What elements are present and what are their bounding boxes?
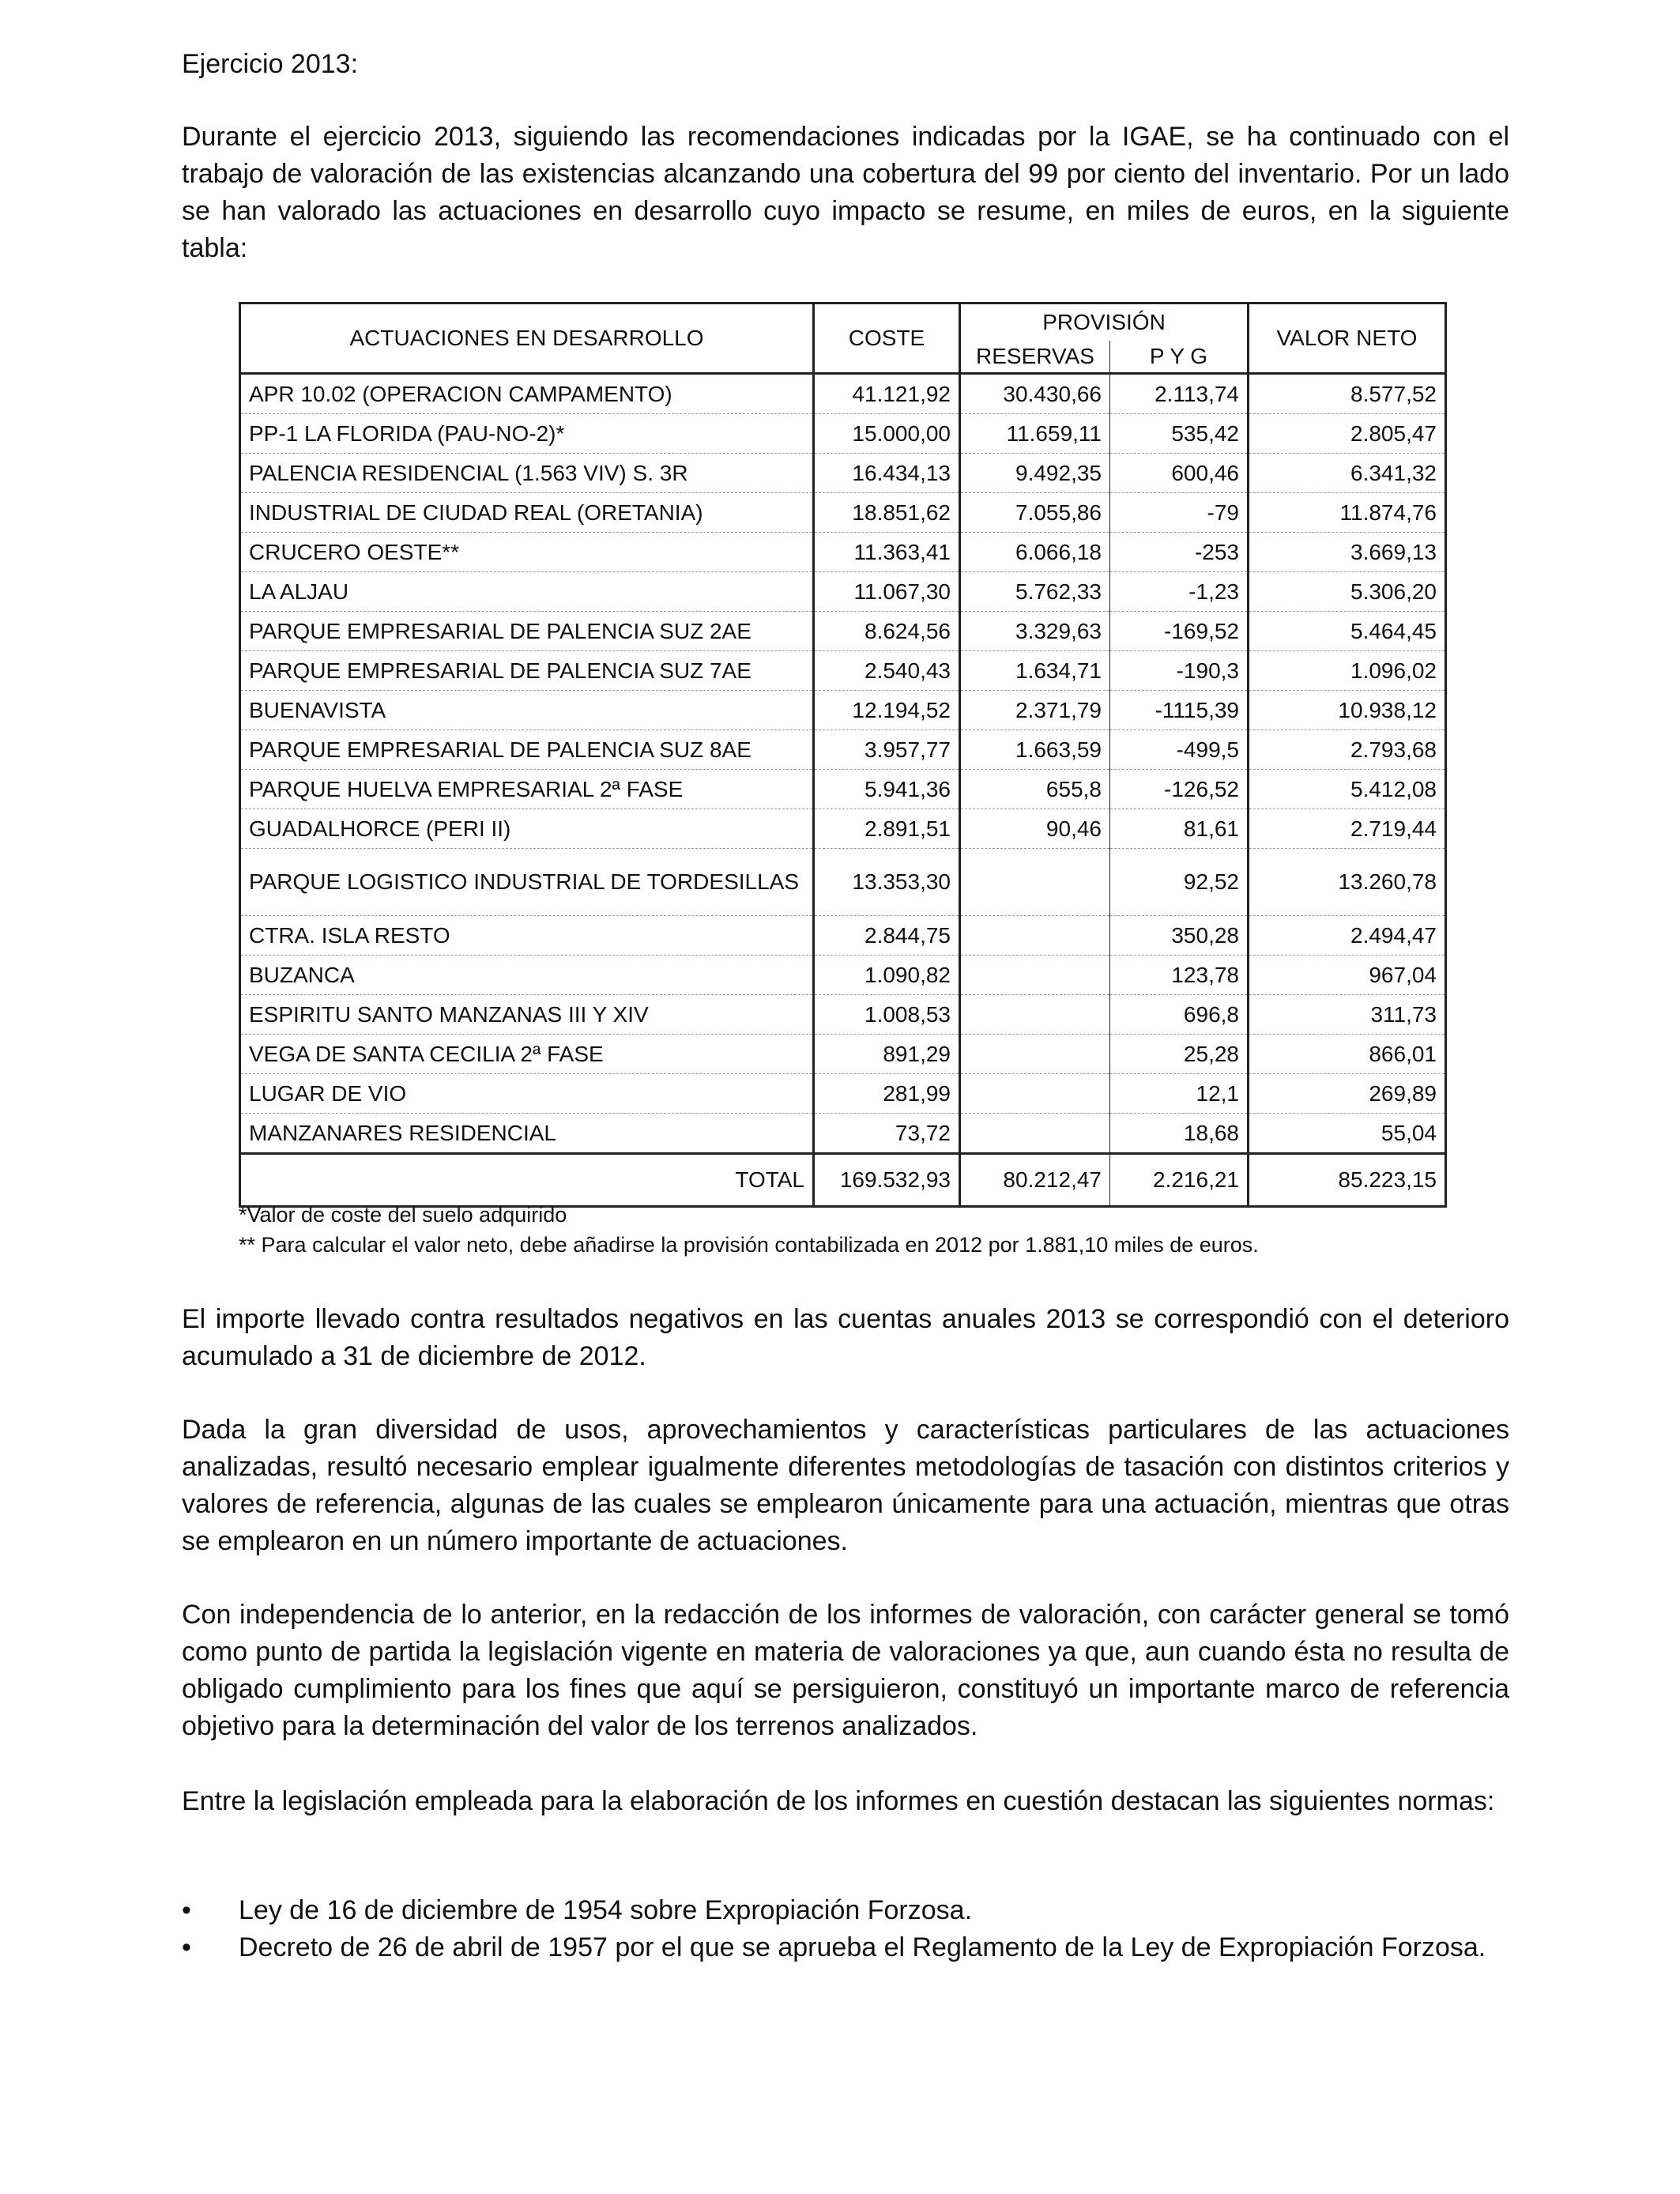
cell-coste: 8.624,56 [814, 612, 960, 651]
cell-actuacion: MANZANARES RESIDENCIAL [240, 1114, 814, 1154]
cell-coste: 3.957,77 [814, 730, 960, 770]
cell-coste: 73,72 [814, 1114, 960, 1154]
table-row [240, 1035, 1446, 1074]
legislation-list [182, 1892, 1509, 1966]
cell-reservas [960, 1035, 1110, 1074]
cell-valor-neto: 5.306,20 [1249, 572, 1446, 612]
cell-pyg: 600,46 [1110, 454, 1249, 493]
valuation-table-wrapper [239, 302, 1445, 1208]
cell-coste: 18.851,62 [814, 493, 960, 533]
footnote: ** Para calcular el valor neto, debe añadirse la provisión contabilizada en 2012 por 1.881,10 miles de euros. [239, 1233, 1259, 1257]
cell-reservas: 2.371,79 [960, 691, 1110, 730]
cell-reservas: 1.663,59 [960, 730, 1110, 770]
cell-coste: 2.844,75 [814, 916, 960, 956]
cell-actuacion: BUZANCA [240, 956, 814, 995]
cell-reservas: 9.492,35 [960, 454, 1110, 493]
cell-pyg: -79 [1110, 493, 1249, 533]
cell-coste: 15.000,00 [814, 414, 960, 454]
cell-actuacion: LA ALJAU [240, 572, 814, 612]
cell-reservas: 30.430,66 [960, 374, 1110, 414]
cell-pyg: -1115,39 [1110, 691, 1249, 730]
table-row [240, 612, 1446, 651]
cell-valor-neto: 13.260,78 [1249, 849, 1446, 916]
footnote: *Valor de coste del suelo adquirido [239, 1203, 567, 1227]
body-paragraph: El importe llevado contra resultados negativos en las cuentas anuales 2013 se correspondió con el deterioro acumulado a 31 de diciembre de 2012. [182, 1304, 1509, 1371]
cell-valor-neto: 3.669,13 [1249, 533, 1446, 572]
cell-valor-neto: 2.494,47 [1249, 916, 1446, 956]
table-row [240, 572, 1446, 612]
cell-pyg: -169,52 [1110, 612, 1249, 651]
cell-actuacion: GUADALHORCE (PERI II) [240, 809, 814, 849]
body-paragraph: Entre la legislación empleada para la elaboración de los informes en cuestión destacan las siguientes normas: [182, 1786, 1495, 1816]
cell-actuacion: ESPIRITU SANTO MANZANAS III Y XIV [240, 995, 814, 1035]
total-label: TOTAL [240, 1154, 814, 1207]
cell-actuacion: BUENAVISTA [240, 691, 814, 730]
cell-pyg: 25,28 [1110, 1035, 1249, 1074]
body-paragraph: Con independencia de lo anterior, en la redacción de los informes de valoración, con carácter general se tomó como punto de partida la legislación vigente en materia de valoraciones ya que, aun cuando ésta no resulta de obligado cumplimiento para los fines que aquí se persiguieron, constituyó un importante marco de referencia objetivo para la determinación del valor de los terrenos analizados. [182, 1600, 1509, 1741]
cell-actuacion: PARQUE HUELVA EMPRESARIAL 2ª FASE [240, 770, 814, 809]
cell-pyg: -499,5 [1110, 730, 1249, 770]
list-item-text: Decreto de 26 de abril de 1957 por el que se aprueba el Reglamento de la Ley de Expropiación Forzosa. [239, 1932, 1486, 1962]
cell-pyg: -1,23 [1110, 572, 1249, 612]
cell-actuacion: LUGAR DE VIO [240, 1074, 814, 1114]
cell-coste: 891,29 [814, 1035, 960, 1074]
cell-pyg: 2.113,74 [1110, 374, 1249, 414]
table-row [240, 651, 1446, 691]
cell-valor-neto: 55,04 [1249, 1114, 1446, 1154]
cell-pyg: 18,68 [1110, 1114, 1249, 1154]
table-row [240, 1074, 1446, 1114]
cell-valor-neto: 967,04 [1249, 956, 1446, 995]
table-row [240, 493, 1446, 533]
cell-coste: 2.891,51 [814, 809, 960, 849]
cell-coste: 1.008,53 [814, 995, 960, 1035]
table-row [240, 374, 1446, 414]
cell-pyg: -126,52 [1110, 770, 1249, 809]
total-pyg: 2.216,21 [1110, 1154, 1249, 1207]
table-row [240, 995, 1446, 1035]
cell-pyg: 350,28 [1110, 916, 1249, 956]
cell-reservas [960, 916, 1110, 956]
cell-pyg: 12,1 [1110, 1074, 1249, 1114]
cell-coste: 11.067,30 [814, 572, 960, 612]
table-row [240, 956, 1446, 995]
header-coste: COSTE [814, 303, 960, 374]
cell-reservas: 3.329,63 [960, 612, 1110, 651]
cell-coste: 11.363,41 [814, 533, 960, 572]
cell-valor-neto: 10.938,12 [1249, 691, 1446, 730]
cell-valor-neto: 11.874,76 [1249, 493, 1446, 533]
total-valor-neto: 85.223,15 [1249, 1154, 1446, 1207]
total-reservas: 80.212,47 [960, 1154, 1110, 1207]
section-heading: Ejercicio 2013: [182, 49, 359, 79]
valuation-table [239, 302, 1447, 1208]
header-provision: PROVISIÓN [960, 303, 1249, 341]
cell-actuacion: PP-1 LA FLORIDA (PAU-NO-2)* [240, 414, 814, 454]
cell-actuacion: VEGA DE SANTA CECILIA 2ª FASE [240, 1035, 814, 1074]
cell-pyg: -190,3 [1110, 651, 1249, 691]
table-total-row [240, 1154, 1446, 1207]
cell-reservas: 655,8 [960, 770, 1110, 809]
cell-coste: 5.941,36 [814, 770, 960, 809]
cell-valor-neto: 2.719,44 [1249, 809, 1446, 849]
cell-valor-neto: 2.793,68 [1249, 730, 1446, 770]
cell-valor-neto: 311,73 [1249, 995, 1446, 1035]
cell-pyg: 696,8 [1110, 995, 1249, 1035]
cell-actuacion: PARQUE EMPRESARIAL DE PALENCIA SUZ 7AE [240, 651, 814, 691]
cell-reservas [960, 995, 1110, 1035]
body-paragraph: Dada la gran diversidad de usos, aprovechamientos y características particulares de las actuaciones analizadas, resultó necesario emplear igualmente diferentes metodologías de tasación con distintos criterios y valores de referencia, algunas de las cuales se emplearon únicamente para una actuación, mientras que otras se emplearon en un número importante de actuaciones. [182, 1415, 1509, 1556]
cell-reservas: 5.762,33 [960, 572, 1110, 612]
cell-pyg: 123,78 [1110, 956, 1249, 995]
bullet-marker: • [182, 1895, 191, 1925]
table-row [240, 916, 1446, 956]
table-row [240, 454, 1446, 493]
cell-reservas [960, 1114, 1110, 1154]
cell-pyg: 92,52 [1110, 849, 1249, 916]
cell-coste: 12.194,52 [814, 691, 960, 730]
table-row [240, 849, 1446, 916]
cell-coste: 41.121,92 [814, 374, 960, 414]
cell-valor-neto: 8.577,52 [1249, 374, 1446, 414]
cell-reservas [960, 956, 1110, 995]
table-body [240, 374, 1446, 1154]
list-item-text: Ley de 16 de diciembre de 1954 sobre Expropiación Forzosa. [239, 1895, 973, 1925]
cell-actuacion: PALENCIA RESIDENCIAL (1.563 VIV) S. 3R [240, 454, 814, 493]
cell-reservas: 6.066,18 [960, 533, 1110, 572]
cell-coste: 2.540,43 [814, 651, 960, 691]
table-footnotes [239, 1200, 1259, 1260]
cell-reservas: 90,46 [960, 809, 1110, 849]
cell-valor-neto: 1.096,02 [1249, 651, 1446, 691]
table-row [240, 730, 1446, 770]
table-row [240, 770, 1446, 809]
cell-valor-neto: 2.805,47 [1249, 414, 1446, 454]
cell-actuacion: INDUSTRIAL DE CIUDAD REAL (ORETANIA) [240, 493, 814, 533]
cell-reservas: 11.659,11 [960, 414, 1110, 454]
table-row [240, 414, 1446, 454]
cell-pyg: 535,42 [1110, 414, 1249, 454]
header-reservas: RESERVAS [960, 341, 1110, 374]
header-valor-neto: VALOR NETO [1249, 303, 1446, 374]
cell-actuacion: CTRA. ISLA RESTO [240, 916, 814, 956]
cell-pyg: -253 [1110, 533, 1249, 572]
table-row [240, 1114, 1446, 1154]
cell-pyg: 81,61 [1110, 809, 1249, 849]
cell-valor-neto: 5.464,45 [1249, 612, 1446, 651]
cell-reservas: 1.634,71 [960, 651, 1110, 691]
table-row [240, 809, 1446, 849]
total-coste: 169.532,93 [814, 1154, 960, 1207]
cell-actuacion: CRUCERO OESTE** [240, 533, 814, 572]
list-item [182, 1892, 1509, 1929]
cell-reservas [960, 1074, 1110, 1114]
cell-coste: 16.434,13 [814, 454, 960, 493]
cell-valor-neto: 866,01 [1249, 1035, 1446, 1074]
cell-valor-neto: 5.412,08 [1249, 770, 1446, 809]
cell-actuacion: PARQUE LOGISTICO INDUSTRIAL DE TORDESILLAS [240, 849, 814, 916]
cell-valor-neto: 6.341,32 [1249, 454, 1446, 493]
cell-reservas: 7.055,86 [960, 493, 1110, 533]
cell-reservas [960, 849, 1110, 916]
cell-actuacion: APR 10.02 (OPERACION CAMPAMENTO) [240, 374, 814, 414]
header-pyg: P Y G [1110, 341, 1249, 374]
cell-coste: 1.090,82 [814, 956, 960, 995]
cell-coste: 281,99 [814, 1074, 960, 1114]
table-row [240, 691, 1446, 730]
table-row [240, 533, 1446, 572]
cell-actuacion: PARQUE EMPRESARIAL DE PALENCIA SUZ 2AE [240, 612, 814, 651]
header-actuaciones: ACTUACIONES EN DESARROLLO [240, 303, 814, 374]
cell-valor-neto: 269,89 [1249, 1074, 1446, 1114]
cell-actuacion: PARQUE EMPRESARIAL DE PALENCIA SUZ 8AE [240, 730, 814, 770]
bullet-marker: • [182, 1932, 191, 1962]
list-item [182, 1929, 1509, 1966]
intro-paragraph: Durante el ejercicio 2013, siguiendo las recomendaciones indicadas por la IGAE, se ha continuado con el trabajo de valoración de las existencias alcanzando una cobertura del 99 por ciento del inventario. Por un lado se han valorado las actuaciones en desarrollo cuyo impacto se resume, en miles de euros, en la siguiente tabla: [182, 122, 1509, 263]
cell-coste: 13.353,30 [814, 849, 960, 916]
